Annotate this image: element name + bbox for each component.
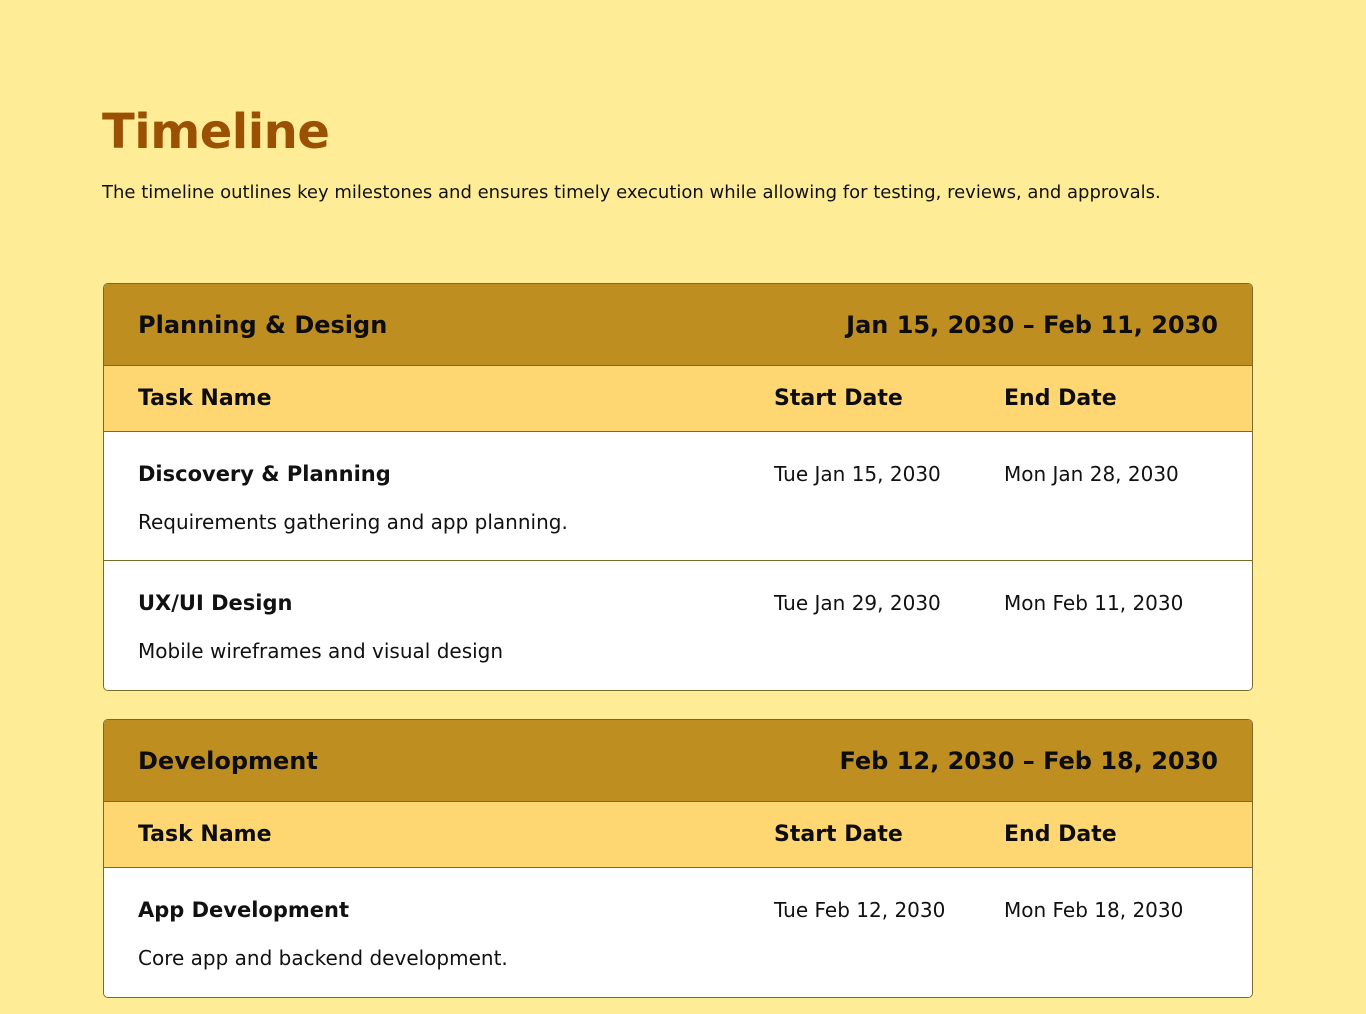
task-name: Discovery & Planning bbox=[138, 462, 391, 486]
column-header-start-date: Start Date bbox=[774, 822, 903, 847]
column-header-task-name: Task Name bbox=[138, 822, 272, 847]
phase-header bbox=[104, 720, 1252, 802]
column-header-end-date: End Date bbox=[1004, 822, 1117, 847]
task-end-date: Mon Feb 18, 2030 bbox=[1004, 898, 1184, 922]
task-row bbox=[104, 432, 1252, 561]
column-header-row bbox=[104, 802, 1252, 868]
task-end-date: Mon Jan 28, 2030 bbox=[1004, 462, 1179, 486]
column-header-task-name: Task Name bbox=[138, 386, 272, 411]
task-start-date: Tue Jan 29, 2030 bbox=[774, 591, 941, 615]
task-description: Mobile wireframes and visual design bbox=[138, 639, 504, 663]
phase-card-development bbox=[103, 719, 1253, 998]
task-name: UX/UI Design bbox=[138, 591, 293, 615]
page-title: Timeline bbox=[102, 104, 330, 160]
task-row bbox=[104, 868, 1252, 997]
intro-text: The timeline outlines key milestones and ensures timely execution while allowing for testing, reviews, and approvals. bbox=[102, 182, 1161, 203]
column-header-start-date: Start Date bbox=[774, 386, 903, 411]
phase-header bbox=[104, 284, 1252, 366]
phase-name: Planning & Design bbox=[138, 310, 388, 339]
task-start-date: Tue Feb 12, 2030 bbox=[774, 898, 946, 922]
column-header-end-date: End Date bbox=[1004, 386, 1117, 411]
task-end-date: Mon Feb 11, 2030 bbox=[1004, 591, 1184, 615]
task-description: Core app and backend development. bbox=[138, 946, 508, 970]
column-header-row bbox=[104, 366, 1252, 432]
phase-date-range: Feb 12, 2030 – Feb 18, 2030 bbox=[839, 746, 1218, 775]
phase-card-planning-design bbox=[103, 283, 1253, 691]
task-name: App Development bbox=[138, 898, 350, 922]
phase-date-range: Jan 15, 2030 – Feb 11, 2030 bbox=[846, 310, 1218, 339]
task-row bbox=[104, 561, 1252, 690]
task-start-date: Tue Jan 15, 2030 bbox=[774, 462, 941, 486]
phase-name: Development bbox=[138, 746, 318, 775]
task-description: Requirements gathering and app planning. bbox=[138, 510, 568, 534]
